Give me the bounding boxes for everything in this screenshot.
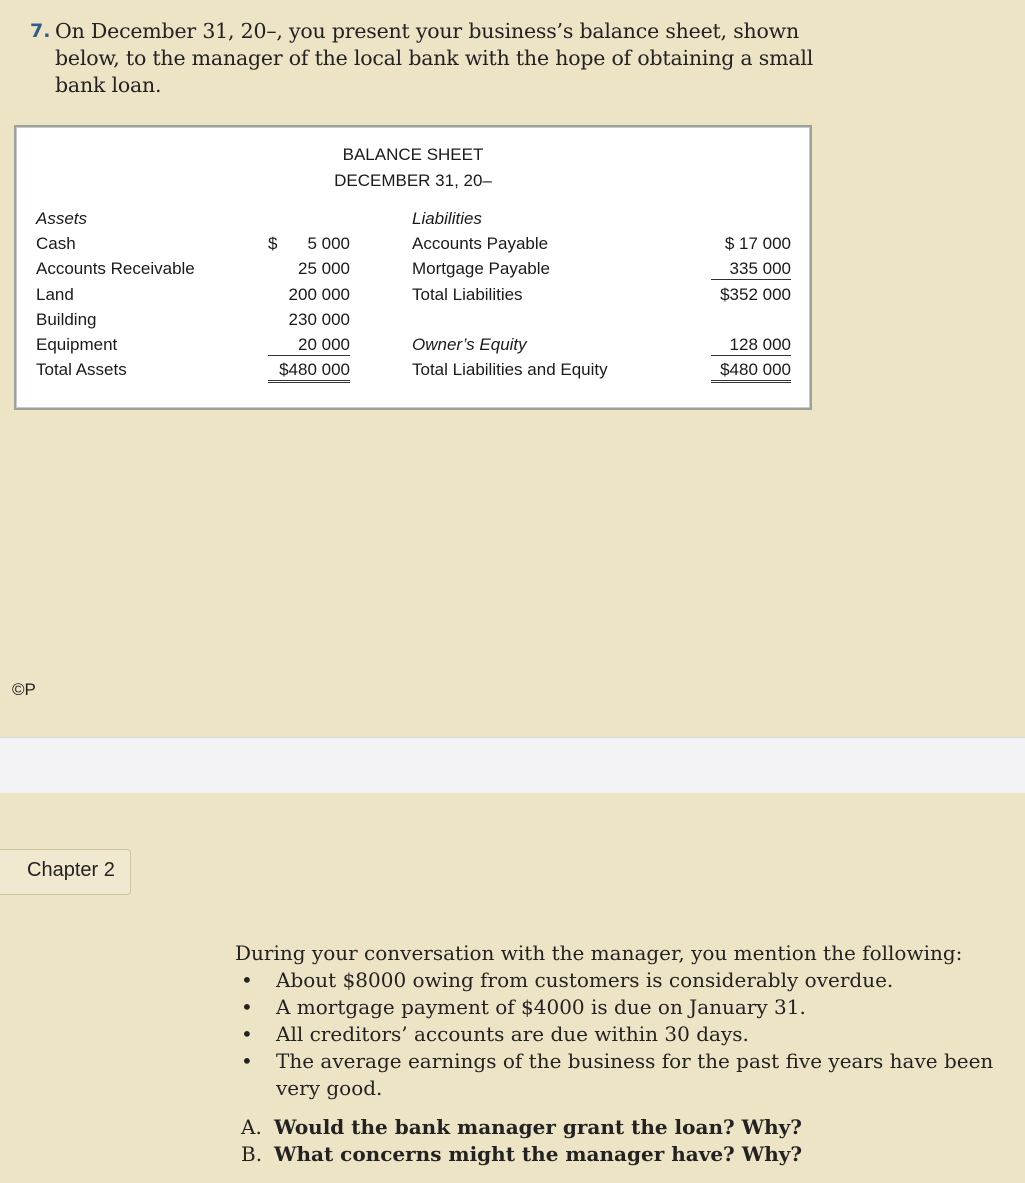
balance-sheet-title: BALANCE SHEET [342, 145, 484, 164]
assets-heading: Assets [36, 209, 88, 228]
questions [235, 1114, 1015, 1168]
list-item: • All creditors’ accounts are due within 30 days. [241, 1022, 749, 1046]
liability-amount: 335 000 [711, 259, 791, 280]
total-liabilities-equity-amount: $480 000 [711, 360, 791, 383]
question-label: A. [241, 1115, 262, 1139]
question-text: What concerns might the manager have? Why? [274, 1142, 803, 1166]
copyright-mark: ©P [12, 680, 36, 699]
bullet: • [241, 1049, 253, 1073]
asset-amount: 5 000 [307, 234, 350, 253]
liability-label: Accounts Payable [412, 234, 549, 253]
question-text: Would the bank manager grant the loan? Why? [274, 1115, 803, 1139]
owners-equity-label: Owner’s Equity [412, 335, 527, 354]
asset-label: Accounts Receivable [36, 259, 195, 278]
total-assets-amount: $480 000 [268, 360, 350, 383]
bullet: • [241, 1022, 253, 1046]
liability-label: Mortgage Payable [412, 259, 550, 278]
chapter-label: Chapter 2 [27, 859, 115, 881]
followup-list [235, 967, 1015, 1102]
total-liabilities-label: Total Liabilities [412, 285, 523, 304]
list-item: • About $8000 owing from customers is considerably overdue. [241, 968, 894, 992]
total-assets-label: Total Assets [36, 360, 127, 379]
asset-currency: $ [268, 234, 278, 253]
followup-intro: During your conversation with the manager, you mention the following: [235, 941, 963, 965]
question-text: On December 31, 20–, you present your business’s balance sheet, shown below, to the manager of the local bank with the hope of obtaining a small bank loan. [55, 19, 814, 97]
page-break [0, 737, 1025, 794]
owners-equity-amount: 128 000 [711, 335, 791, 356]
followup-section [235, 940, 1015, 1168]
bullet: • [241, 968, 253, 992]
question-label: B. [241, 1142, 263, 1166]
asset-label: Land [36, 285, 74, 304]
total-liabilities-amount: $352 000 [720, 285, 791, 304]
total-liabilities-equity-label: Total Liabilities and Equity [412, 360, 608, 379]
asset-label: Equipment [36, 335, 118, 354]
asset-amount: 20 000 [268, 335, 350, 356]
asset-label: Cash [36, 234, 76, 253]
list-item: • A mortgage payment of $4000 is due on January 31. [241, 995, 806, 1019]
list-item: • The average earnings of the business for the past five years have been very good. [241, 1049, 994, 1100]
asset-amount: 230 000 [288, 310, 350, 329]
liability-amount: $ 17 000 [724, 234, 791, 253]
question-b [235, 1141, 1015, 1168]
chapter-tab [0, 849, 131, 895]
question-7 [30, 18, 830, 99]
asset-amount: 25 000 [298, 259, 350, 278]
bullet: • [241, 995, 253, 1019]
balance-sheet [14, 125, 812, 410]
question-number: 7. [30, 20, 51, 42]
asset-amount: 200 000 [288, 285, 350, 304]
balance-sheet-date: DECEMBER 31, 20– [334, 171, 492, 190]
liabilities-heading: Liabilities [412, 209, 482, 228]
question-a [235, 1114, 1015, 1141]
asset-label: Building [36, 310, 97, 329]
